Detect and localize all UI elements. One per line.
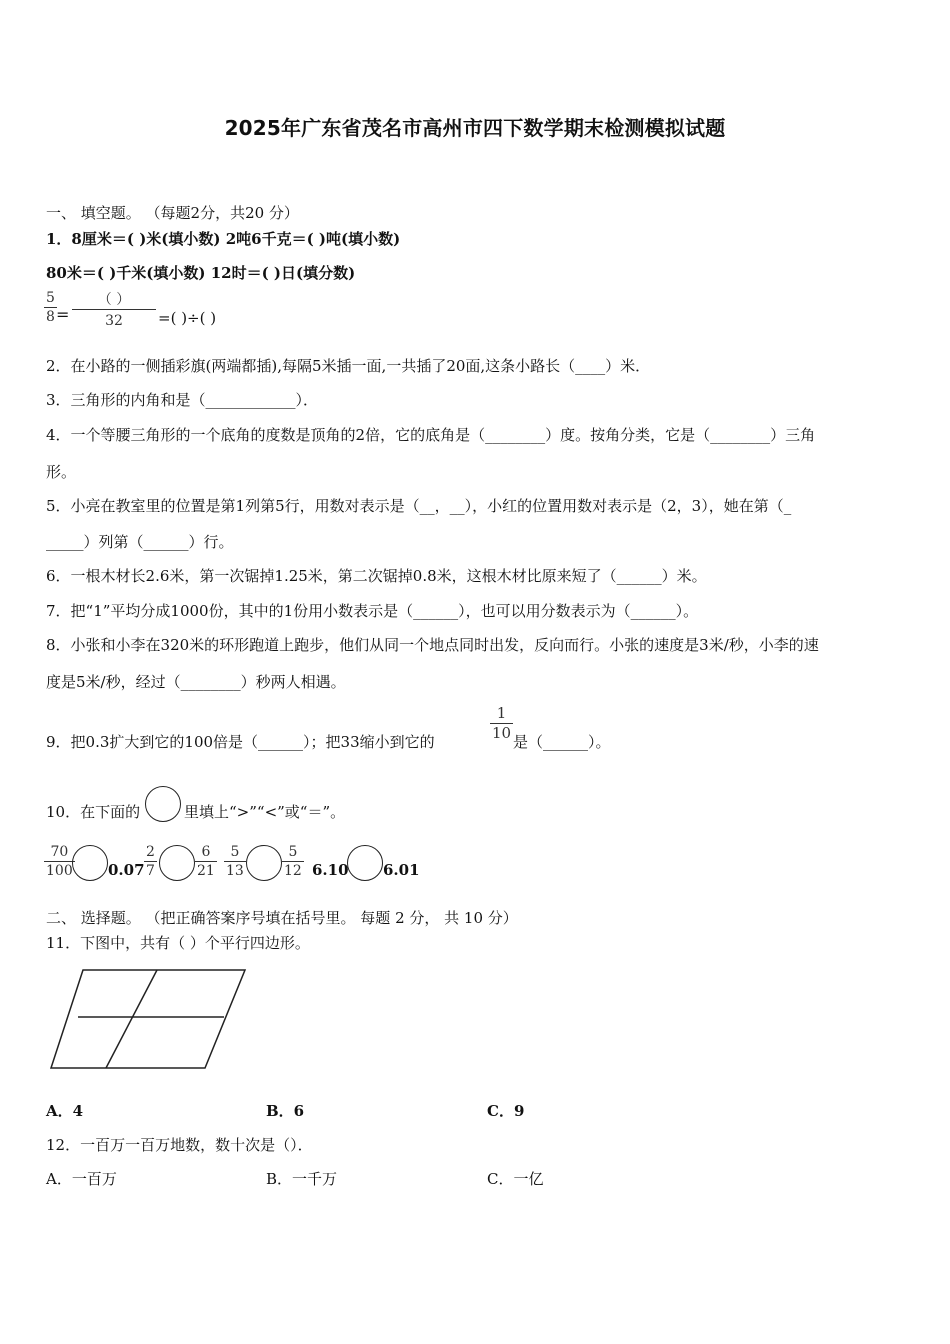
q7-text: 7．把“1”平均分成1000份，其中的1份用小数表示是（______），也可以用分数表示为（______）。 [46,602,699,620]
q11-option-a[interactable]: A．4 [46,1102,84,1120]
q10-pre: 10．在下面的 [46,803,141,821]
frac-den: 21 [197,863,215,879]
q9-pre: 9．把0.3扩大到它的100倍是（______）；把33缩小到它的 [46,733,435,751]
q5-line1: 5．小亮在教室里的位置是第1列第5行，用数对表示是（__，__），小红的位置用数对表示是（2，3），她在第（_ [46,497,792,515]
frac-num: 5 [288,844,298,860]
q1-tail: =( )÷( ) [158,309,217,327]
q8-line1: 8．小张和小李在320米的环形跑道上跑步，他们从同一个地点同时出发，反向而行。小张的速度是3米/秒，小李的速 [46,636,819,654]
frac-den: 12 [284,863,302,879]
q9-post: 是（______）。 [513,733,611,751]
q1-blank-numerator: （ ） [97,292,131,308]
q9-fraction-1-10 [490,706,513,741]
section2-heading: 二、 选择题。 （把正确答案序号填在括号里。 每题 2 分， 共 10 分） [46,909,518,927]
q10-item2-left [144,845,157,878]
q8-line2: 度是5米/秒，经过（________）秒两人相遇。 [46,673,346,691]
q10-item3-right [282,845,304,878]
q6-text: 6．一根木材长2.6米，第一次锯掉1.25米，第二次锯掉0.8米，这根木材比原来短了（______）米。 [46,567,707,585]
q12-option-b[interactable]: B．一千万 [266,1170,338,1188]
q10-item3-circle[interactable] [246,845,282,881]
q12-option-c[interactable]: C．一亿 [487,1170,544,1188]
parallelogram-figure [40,960,260,1080]
q10-item4-right: 6.01 [383,861,420,879]
q1-fraction-bar [72,309,156,310]
q10-item2-right [195,845,217,878]
q9-frac-num: 1 [496,704,507,722]
frac-num: 6 [201,844,211,860]
q11-option-b[interactable]: B．6 [266,1102,305,1120]
q10-item1-circle[interactable] [72,845,108,881]
q1-equals: = [56,305,70,324]
q2-text: 2．在小路的一侧插彩旗(两端都插),每隔5米插一面,一共插了20面,这条小路长（____）米． [46,357,651,375]
q12-text: 12．一百万一百万地数，数十次是（）． [46,1136,313,1154]
frac-num: 5 [230,844,240,860]
frac-num: 70 [50,844,69,860]
q10-item4-circle[interactable] [347,845,383,881]
q10-item2-circle[interactable] [159,845,195,881]
q1-frac-num: 5 [46,290,55,306]
q10-item4-left: 6.10 [312,861,349,879]
page-title: 2025年广东省茂名市高州市四下数学期末检测模拟试题 [224,116,726,140]
q10-item1-left [44,845,75,878]
q3-text: 3．三角形的内角和是（____________）． [46,391,319,409]
q1-fraction-5-8 [44,291,57,324]
q4-line1: 4．一个等腰三角形的一个底角的度数是顶角的2倍，它的底角是（________）度。按角分类，它是（________）三角 [46,426,816,444]
q10-item1-right: 0.07 [108,861,145,879]
q1-line1: 1．8厘米＝( )米(填小数) 2吨6千克＝( )吨(填小数) [46,230,401,248]
section1-heading: 一、 填空题。 （每题2分，共20 分） [46,204,299,222]
q1-blank-denominator: 32 [105,313,123,329]
q5-line2: _____）列第（______）行。 [46,533,234,551]
frac-den: 7 [146,863,155,879]
q1-frac-den: 8 [46,309,55,325]
q10-item3-left [224,845,246,878]
frac-den: 100 [46,863,73,879]
q11-option-c[interactable]: C．9 [487,1102,525,1120]
q4-line2: 形。 [46,463,77,481]
q10-sample-circle [145,786,181,822]
q1-line2: 80米＝( )千米(填小数) 12时＝( )日(填分数) [46,264,356,282]
frac-num: 2 [146,844,155,860]
q11-text: 11．下图中，共有（ ）个平行四边形。 [46,934,310,952]
q9-frac-den: 10 [492,724,512,742]
frac-den: 13 [226,863,244,879]
q12-option-a[interactable]: A．一百万 [46,1170,117,1188]
q10-post: 里填上“>”“<”或“＝”。 [184,803,346,821]
